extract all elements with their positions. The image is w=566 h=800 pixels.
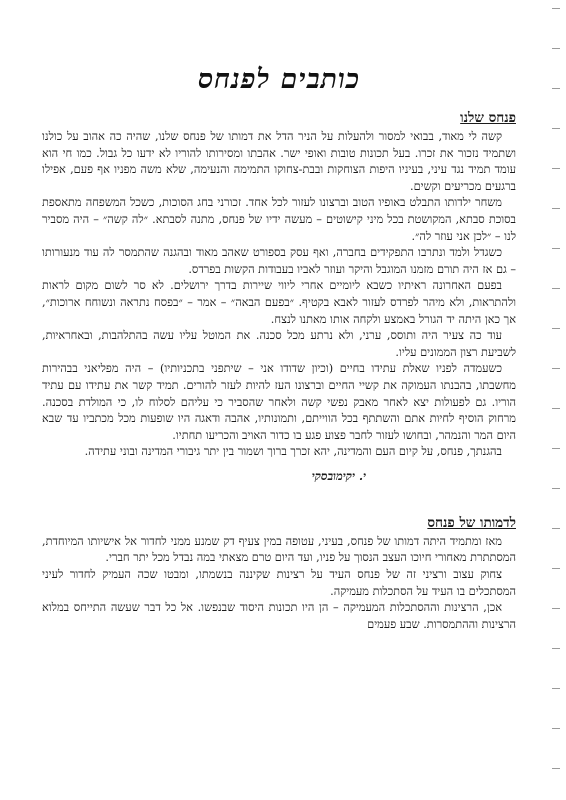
page-edge-marks: [548, 0, 560, 800]
paragraph: עוד כה צעיר היה ותוסס, ערני, ולא נרתע מכל סכנה. את המוטל עליו עשה בהתלהבות, ובאחראיות, לשביעת רצון הממונים עליו.: [42, 329, 516, 359]
paragraph: כשגדל ולמד ונתרבו התפקידים בחברה, ואף עסק בספורט שאהב מאוד ובהגנה שהתמסר לה עוד מנעורותו – גם אז היה תורם מזמנו המוגבל והיקר ועוזר לאביו בעבודות הקשות בפרדס.: [42, 246, 516, 276]
paragraph: בהגנתך, פנחס, על קיום העם והמדינה, יהא זכרך ברוך ושמור בין יתר גיבורי המדינה ובוני עתידה.: [84, 445, 502, 459]
paragraph: אכן, הרצינות וההסתכלות המעמיקה – הן היו תכונות היסוד שבנפשו. אל כל דבר שעשה התייחס במלוא הרצינות וההתמסרות. שבע פעמים: [42, 601, 516, 631]
paragraph: משחר ילדותו התבלט באופיו הטוב וברצונו לעזור לכל אחד. זכורני בחג הסוכות, כשכל המשפחה מתאספת בסוכת סבתא, המקושטת בכל מיני קישוטים – מעשה ידיו של פנחס, מתנה לסבתא. ״לה קשה״ – היה מסביר לנו – ״לכן אני עוזר לה״.: [42, 196, 516, 243]
paragraph: קשה לי מאוד, בבואי למסור ולהעלות על הניר הדל את דמותו של פנחס שלנו, שהיה כה אהוב על כולנו ושתמיד נזכור את זכרו. בעל תכונות טובות ואופי ישר. אהבתו ומסירותו להוריו לא ידעו כל גבול. כמו חי הוא עומד תמיד נגד עיני, בעיניו היפות הצוחקות ובבת-צחוקו התמימה והנעימה, שלא משה מפניו אף פעם, אפילו ברגעים מכריעים וקשים.: [42, 130, 516, 193]
section-pinchas-shelanu: [42, 110, 516, 483]
section-lidmuto: [42, 515, 516, 634]
paragraph: בפעם האחרונה ראיתיו כשבא ליומיים אחרי ליווי שיירות בדרך ירושלים. לא סר לשום מקום לראות ולהתראות, ולא מיהר לפרדס לעזור לאבא בקטיף. ״בפעם הבאה״ – אמר – ״בפסח נתראה ונשוחח ארוכות״, אך כאן היתה יד הגורל באמצע ולקחה אותו מאתנו לנצח.: [42, 279, 516, 326]
paragraph: צחוק עצוב ורציני זה של פנחס העיד על רצינות שקיננה בנשמתו, ומבטו שכה העמיק לחדור לעיני המסתכלים בו העיד על הסתכלות מעמיקה.: [42, 568, 516, 598]
section-heading: פנחס שלנו: [460, 110, 516, 126]
page-title: כותבים לפנחס: [197, 64, 361, 95]
paragraph: כשעמדה לפניו שאלת עתידו בחיים (וכיון שדודו אני – שיתפני בתכניותיו) – היה מפליאני בבהירות מחשבתו, בהבנתו העמוקה את קשיי החיים וברצונו העז להיות לעזר להורים. תמיד קשר את עתידו עם עתיד הוריו. גם לפעולות יצא לאחר מאבק נפשי קשה ולאחר שהסביר כי עליהם לסלוח לו, כי המולדת בסכנה. מרחוק הוסיף לחיות אתם והשתתף בכל הווייתם, ותמונותיו, אהבה ודאגה היו שופעות מכל מכתביו עד שבא היום המר והנמהר, ובחושו לעזור לחבר פצוע פגע בו כדור האויב והכריעו תחתיו.: [42, 362, 516, 442]
section-heading: לדמותו של פנחס: [427, 514, 516, 531]
paragraph: מאז ומתמיד היתה דמותו של פנחס, בעיני, עטופה במין צעיף דק שמנע ממני לחדור אל אישיותו המיוחדת, המסתתרת מאחורי חיוכו העצב הנסוך על פניו, ועד היום טרם מצאתי במה נבדל מכל יתר חברי.: [42, 534, 516, 565]
author-signature: י. יקימובסקי: [311, 468, 366, 483]
document-page: [42, 52, 516, 633]
